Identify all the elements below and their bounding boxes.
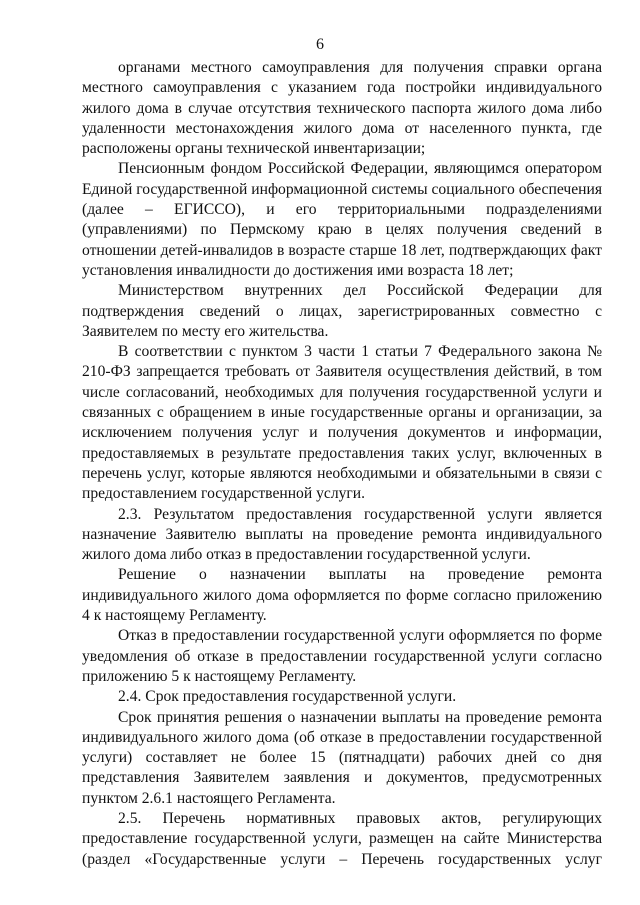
paragraph-2-5-legal-acts: 2.5. Перечень нормативных правовых актов, регулирующих предоставление государственной услуги, размещен на сайте Министерства (раздел «Государственные услуги – Перечень государственных услуг (82, 809, 602, 868)
paragraph-interior-ministry: Министерством внутренних дел Российской Федерации для подтверждения сведений о лицах, зарегистрированных совместно с Заявителем по месту его жительства. (82, 282, 602, 340)
paragraph-decision-term: Срок принятия решения о назначении выплаты на проведение ремонта индивидуального жилого дома (об отказе в предоставлении государственной услуги) составляет не более 15 (пятнадцати) рабочих дней со дня представления Заявителем заявления и документов, предусмотренных пунктом 2.6.1 настоящего Регламента. (82, 708, 602, 807)
paragraph-2-3-result: 2.3. Результатом предоставления государственной услуги является назначение Заявителю выплаты на проведение ремонта индивидуального жилого дома либо отказ в предоставлении государственной услуги. (82, 505, 602, 564)
paragraph-decision-form: Решение о назначении выплаты на проведение ремонта индивидуального жилого дома оформляется по форме согласно приложению 4 к настоящему Регламенту. (82, 566, 602, 625)
paragraph-local-government: органами местного самоуправления для получения справки органа местного самоуправления с указанием года постройки индивидуального жилого дома в случае отсутствия технического паспорта жилого дома либо удаленности местонахождения жилого дома от населенного пункта, где расположены органы технической инвентаризации; (82, 59, 602, 158)
paragraph-2-4-heading: 2.4. Срок предоставления государственной услуги. (118, 688, 457, 706)
paragraph-refusal-form: Отказ в предоставлении государственной услуги оформляется по форме уведомления об отказе в предоставлении государственной услуги согласно приложению 5 к настоящему Регламенту. (82, 627, 602, 685)
paragraph-federal-law: В соответствии с пунктом 3 части 1 статьи 7 Федерального закона № 210-ФЗ запрещается требовать от Заявителя осуществления действий, в том числе согласований, необходимых для получения государственной услуги и связанных с обращением в иные государственные органы и организации, за исключением получения услуг и получения документов и информации, предоставляемых в результате предоставления таких услуг, включенных в перечень услуг, которые являются необходимыми и обязательными в связи с предоставлением государственной услуги. (82, 343, 602, 503)
paragraph-pension-fund: Пенсионным фондом Российской Федерации, являющимся оператором Единой государственной информационной системы социального обеспечения (далее – ЕГИССО), и его территориальными подразделениями (управлениями) по Пермскому краю в целях получения сведений в отношении детей-инвалидов в возрасте старше 18 лет, подтверждающих факт установления инвалидности до достижения ими возраста 18 лет; (82, 160, 602, 279)
document-body (82, 58, 602, 870)
page-number: 6 (316, 36, 324, 53)
